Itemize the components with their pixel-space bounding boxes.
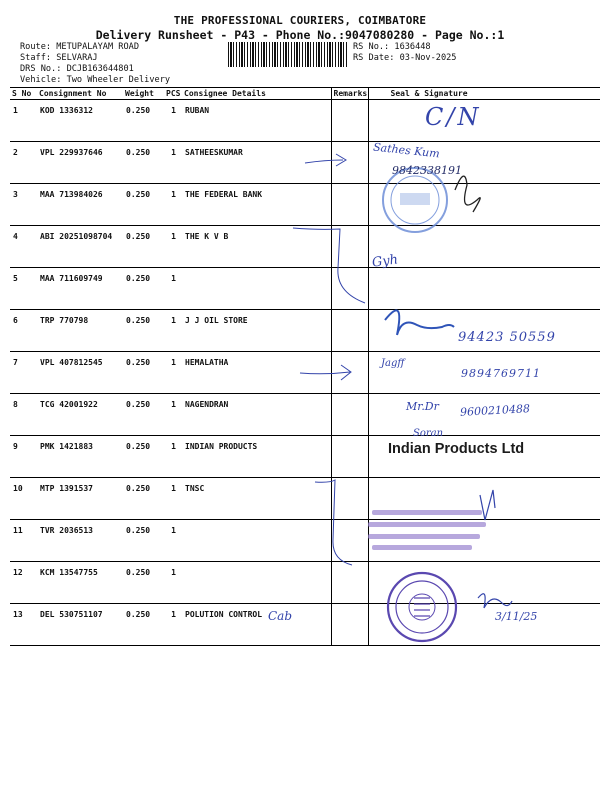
- cell-consignment: DEL 530751107: [37, 604, 123, 646]
- cell-signature: [368, 268, 600, 310]
- cell-consignment: PMK 1421883: [37, 436, 123, 478]
- cell-sno: 11: [10, 520, 37, 562]
- table-row: [10, 268, 600, 310]
- cell-consignment: MAA 713984026: [37, 184, 123, 226]
- col-consignment: Consignment No: [37, 88, 123, 100]
- cell-weight: 0.250: [123, 478, 164, 520]
- cell-sno: 5: [10, 268, 37, 310]
- handwriting-row-7-phone: 9894769711: [461, 367, 541, 380]
- handwriting-row-5: Gyh: [371, 252, 400, 271]
- cell-consignment: TRP 770798: [37, 310, 123, 352]
- cell-weight: 0.250: [123, 310, 164, 352]
- cell-signature: [368, 184, 600, 226]
- drs-number: DRS No.: DCJB163644801: [20, 64, 134, 74]
- cell-pcs: 1: [164, 268, 182, 310]
- cell-consignee: NAGENDRAN: [182, 394, 331, 436]
- cell-consignment: MTP 1391537: [37, 478, 123, 520]
- runsheet-subtitle: Delivery Runsheet - P43 - Phone No.:9047080280 - Page No.:1: [95, 28, 505, 42]
- col-weight: Weight: [123, 88, 164, 100]
- cell-sno: 6: [10, 310, 37, 352]
- cell-consignment: VPL 407812545: [37, 352, 123, 394]
- cell-remarks: [331, 478, 368, 520]
- cell-sno: 2: [10, 142, 37, 184]
- rs-number: RS No.: 1636448: [353, 42, 431, 52]
- table-row: [10, 142, 600, 184]
- cell-remarks: [331, 436, 368, 478]
- cell-signature: [368, 604, 600, 646]
- cell-consignment: MAA 711609749: [37, 268, 123, 310]
- cell-sno: 4: [10, 226, 37, 268]
- cell-pcs: 1: [164, 352, 182, 394]
- cell-consignee: J J OIL STORE: [182, 310, 331, 352]
- cell-sno: 7: [10, 352, 37, 394]
- cell-remarks: [331, 352, 368, 394]
- handwriting-row-2-phone: 9842338191: [392, 164, 462, 177]
- cell-weight: 0.250: [123, 604, 164, 646]
- cell-sno: 8: [10, 394, 37, 436]
- cell-pcs: 1: [164, 226, 182, 268]
- col-sno: S No: [10, 88, 37, 100]
- col-remarks: Remarks: [331, 88, 368, 100]
- rs-date: RS Date: 03-Nov-2025: [353, 53, 457, 63]
- table-row: [10, 520, 600, 562]
- table-row: [10, 100, 600, 142]
- cell-sno: 10: [10, 478, 37, 520]
- cell-consignee: INDIAN PRODUCTS: [182, 436, 331, 478]
- cell-consignment: KOD 1336312: [37, 100, 123, 142]
- cell-weight: 0.250: [123, 352, 164, 394]
- cell-consignee: THE FEDERAL BANK: [182, 184, 331, 226]
- table-header: [10, 88, 600, 100]
- cell-pcs: 1: [164, 562, 182, 604]
- cell-remarks: [331, 100, 368, 142]
- handwriting-row-2: Sathes Kum: [372, 140, 441, 161]
- cell-consignee: [182, 562, 331, 604]
- cell-weight: 0.250: [123, 394, 164, 436]
- cell-consignee: HEMALATHA: [182, 352, 331, 394]
- cell-consignee: [182, 268, 331, 310]
- cell-sno: 1: [10, 100, 37, 142]
- handwriting-row-9: Soran: [413, 428, 444, 439]
- cell-pcs: 1: [164, 478, 182, 520]
- vehicle-label: Vehicle: Two Wheeler Delivery: [20, 75, 171, 85]
- cell-signature: [368, 478, 600, 520]
- cell-remarks: [331, 520, 368, 562]
- cell-pcs: 1: [164, 436, 182, 478]
- cell-remarks: [331, 310, 368, 352]
- staff-label: Staff: SELVARAJ: [20, 53, 98, 63]
- cell-weight: 0.250: [123, 562, 164, 604]
- cell-signature: [368, 226, 600, 271]
- handwriting-row-1: C/N: [425, 103, 482, 131]
- runsheet-title: THE PROFESSIONAL COURIERS, COIMBATORE: [173, 14, 427, 27]
- cell-consignment: TVR 2036513: [37, 520, 123, 562]
- cell-consignment: TCG 42001922: [37, 394, 123, 436]
- handwriting-row-8-phone: 9600210488: [459, 402, 531, 419]
- cell-remarks: [331, 604, 368, 646]
- cell-remarks: [331, 226, 368, 268]
- cell-sno: 12: [10, 562, 37, 604]
- cell-remarks: [331, 142, 368, 184]
- cell-weight: 0.250: [123, 226, 164, 268]
- handwriting-row-13-date: 3/11/25: [495, 610, 538, 623]
- cell-sno: 3: [10, 184, 37, 226]
- handwriting-row-8-name: Mr.Dr: [406, 400, 439, 413]
- handwriting-row-6-phone: 94423 50559: [458, 330, 556, 345]
- cell-weight: 0.250: [123, 520, 164, 562]
- cell-weight: 0.250: [123, 142, 164, 184]
- cell-remarks: [331, 394, 368, 436]
- cell-sno: 9: [10, 436, 37, 478]
- cell-signature: [368, 100, 600, 142]
- cell-pcs: 1: [164, 310, 182, 352]
- cell-weight: 0.250: [123, 100, 164, 142]
- handwriting-row-7-name: Jagff: [381, 358, 405, 369]
- cell-signature: [368, 520, 600, 562]
- cell-pcs: 1: [164, 142, 182, 184]
- cell-sno: 13: [10, 604, 37, 646]
- cell-weight: 0.250: [123, 436, 164, 478]
- cell-remarks: [331, 184, 368, 226]
- barcode: [228, 42, 348, 67]
- cell-consignment: VPL 229937646: [37, 142, 123, 184]
- cell-consignment: ABI 20251098704: [37, 226, 123, 268]
- col-pcs: PCS: [166, 89, 181, 98]
- cell-signature: [368, 562, 600, 604]
- cell-remarks: [331, 268, 368, 310]
- col-consignee: Consignee Details: [182, 88, 331, 100]
- cell-consignee: RUBAN: [182, 100, 331, 142]
- col-signature: Seal & Signature: [368, 88, 600, 100]
- route-label: Route: METUPALAYAM ROAD: [20, 42, 139, 52]
- table-row: [10, 478, 600, 520]
- cell-weight: 0.250: [123, 184, 164, 226]
- table-row: [10, 226, 600, 268]
- cell-remarks: [331, 562, 368, 604]
- cell-consignee: TNSC: [182, 478, 331, 520]
- cell-pcs: 1: [164, 394, 182, 436]
- table-row: [10, 184, 600, 226]
- cell-pcs: 1: [164, 100, 182, 142]
- company-stamp-row-9: Indian Products Ltd: [388, 441, 525, 457]
- cell-weight: 0.250: [123, 268, 164, 310]
- cell-pcs: 1: [164, 520, 182, 562]
- cell-pcs: 1: [164, 604, 182, 646]
- cell-consignee: [182, 520, 331, 562]
- cell-consignment: KCM 13547755: [37, 562, 123, 604]
- cell-consignee: SATHEESKUMAR: [182, 142, 331, 184]
- handwriting-row-13-remark: Cab: [268, 609, 293, 623]
- cell-consignee: THE K V B: [182, 226, 331, 268]
- cell-consignee: POLUTION CONTROL: [182, 604, 331, 646]
- table-row: [10, 562, 600, 604]
- cell-pcs: 1: [164, 184, 182, 226]
